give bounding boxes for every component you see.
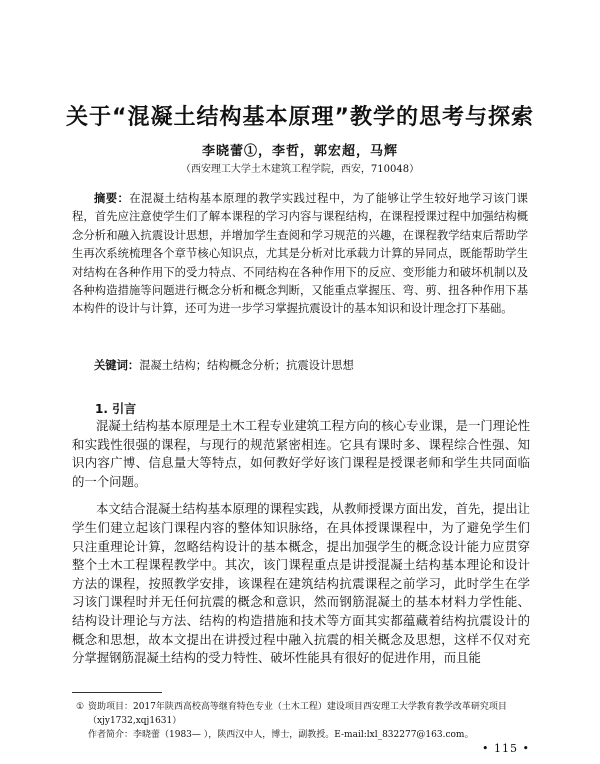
paper-title: 关于“混凝土结构基本原理”教学的思考与探索 bbox=[66, 105, 534, 130]
abstract-label: 摘要： bbox=[94, 192, 130, 205]
author-affiliation: （西安理工大学土木建筑工程学院，西安，710048） bbox=[180, 164, 420, 175]
footnote-funding bbox=[76, 700, 528, 728]
footnote-mark: ① bbox=[76, 702, 85, 712]
abstract-text: 在混凝土结构基本原理的教学实践过程中，为了能够让学生较好地学习该门课程，首先应注意使学生们了解本课程的学习内容与课程结构，在课程授课过程中加强结构概念分析和融入抗震设计思想，并增加学生查阅和学习规范的兴趣，在课程教学结束后帮助学生再次系统梳理各个章节核心知识点，尤其是分析对比承载力计算的异同点，既能帮助学生对结构在各种作用下的受力特点、不同结构在各种作用下的反应、变形能力和破坏机制以及各种构造措施等问题进行概念分析和概念判断，又能重点掌握压、弯、剪、扭各种作用下基本构件的设计与计算，还可为进一步学习掌握抗震设计的基本知识和设计理念打下基础。 bbox=[72, 192, 528, 316]
page-number: • 115 • bbox=[482, 742, 530, 755]
keywords-text: 混凝土结构；结构概念分析；抗震设计思想 bbox=[139, 359, 354, 372]
footnote-author-intro: 作者简介：李晓蕾（1983— ），陕西汉中人，博士，副教授。E-mail:lxl_832277@163.com。 bbox=[88, 730, 474, 740]
footnotes bbox=[76, 700, 528, 742]
keywords-label: 关键词： bbox=[94, 359, 140, 372]
body-paragraph: 混凝土结构基本原理是土木工程专业建筑工程方向的核心专业课，是一门理论性和实践性很强的课程，与现行的规范紧密相连。它具有课时多、课程综合性强、知识内容广博、信息量大等特点，如何教好学好该门课程是授课老师和学生共同面临的一个问题。 bbox=[72, 418, 530, 489]
footnote-divider bbox=[72, 692, 162, 693]
keywords bbox=[94, 357, 528, 375]
body-paragraph: 本文结合混凝土结构基本原理的课程实践，从教师授课方面出发，首先，提出让学生们建立起该门课程内容的整体知识脉络，在具体授课课程中，为了避免学生们只注重理论计算，忽略结构设计的基本概念，提出加强学生的概念设计能力应贯穿整个土木工程课程教学中。其次，该门课程重点是讲授混凝土结构基本理论和设计方法的课程，按照教学安排，该课程在建筑结构抗震课程之前学习，此时学生在学习该门课程时并无任何抗震的概念和意识，然而钢筋混凝土的基本材料力学性能、结构设计理论与方法、结构的构造措施和技术等方面其实都蕴藏着结构抗震设计的概念和思想，故本文提出在讲授过程中融入抗震的相关概念及思想，这样不仅对充分掌握钢筋混凝土结构的受力特性、破坏性能具有很好的促进作用，而且能 bbox=[72, 501, 530, 666]
author-list: 李晓蕾①，李哲，郭宏超，马辉 bbox=[201, 144, 398, 159]
footnote-funding-text: 资助项目：2017年陕西高校高等继育特色专业（土木工程）建设项目西安理工大学教育教学改革研究项目（xjy1732,xqj1631） bbox=[88, 702, 507, 726]
section-heading-introduction: 1. 引言 bbox=[95, 402, 137, 416]
body-text bbox=[72, 417, 530, 668]
abstract bbox=[72, 190, 528, 319]
